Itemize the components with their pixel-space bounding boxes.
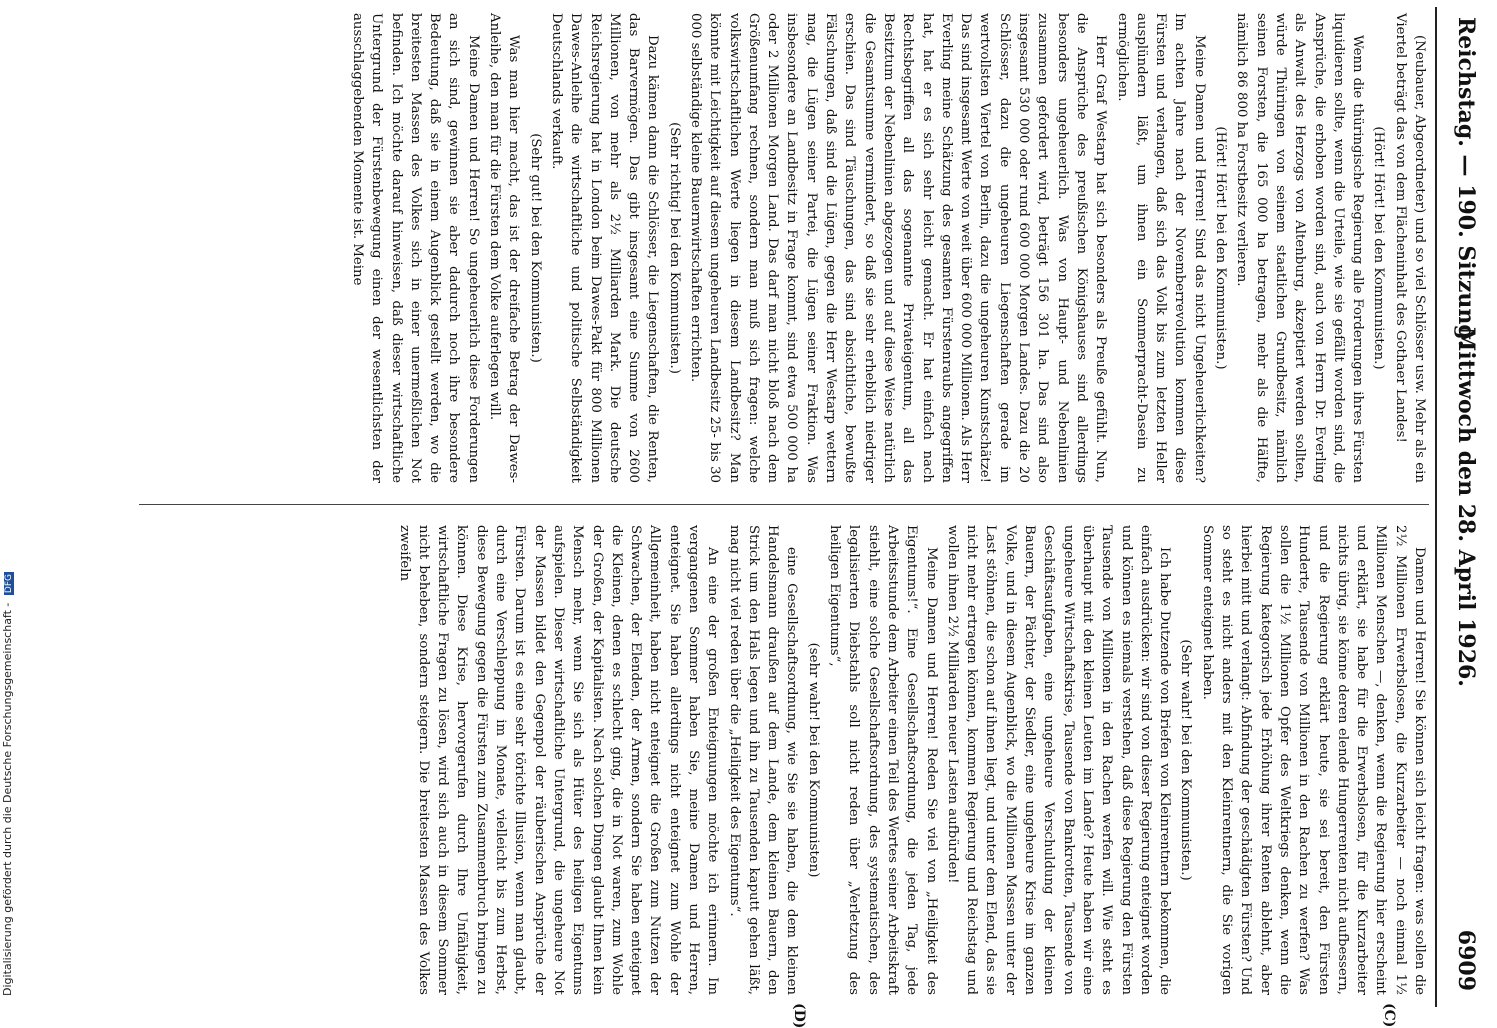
column-divider xyxy=(139,504,1429,505)
margin-mark-c: (C) xyxy=(1381,1003,1397,1028)
header-date: Mittwoch den 28. April 1926. xyxy=(1453,327,1479,687)
paragraph: (Neubauer, Abgeordneter) und so viel Schlösser usw. Mehr als ein Viertel beträgt das von dem Flächeninhalt des Gothaer Landes! xyxy=(1392,13,1427,483)
text-column-left xyxy=(129,13,1429,483)
paragraph: Dazu kämen dann die Schlösser, die Liegenschaften, die Renten, das Barvermögen. Das gibt insgesamt eine Summe von 2600 Millionen, von mehr als 2½ Milliarden Mark. Die deutsche Reichsregierung hat in London beim Dawes-Pakt für 800 Millionen Dawes-Anleihe die wirtschaftliche und politische Selbständigkeit Deutschlands verkauft. xyxy=(548,13,661,483)
paragraph: (Sehr wahr! bei den Kommunisten.) xyxy=(1178,639,1194,881)
paragraph: Meine Damen und Herren! Reden Sie viel von „Heiligkeit des Eigentums!“. Eine Gesellschaftsordnung, die jeden Tag, jede Arbeitsstunde dem Arbeiter einen Teil des Wertes seiner Arbeitskraft stiehlt, eine solche Gesellschaftsordnung, des systematischen, des legalisierten Diebstahls soll nicht reden über „Verletzung des heiligen Eigentums“, xyxy=(827,525,939,995)
page-header xyxy=(1437,7,1497,1007)
paragraph: eine Gesellschaftsordnung, wie Sie sie haben, die dem kleinen Handelsmann draußen auf dem Lande, dem kleinen Bauern, den Strick um den Hals legen und ihn zu Tausenden kaputt gehen läßt, mag nicht viel reden über die „Heiligkeit des Eigentums“. xyxy=(726,525,800,995)
digitization-note xyxy=(0,0,22,1000)
paragraph: Was man hier macht, das ist der dreifache Betrag der Dawes-Anleihe, den man für die Fürsten dem Volke auferlegen will. xyxy=(487,13,522,483)
paragraph: Ich habe Dutzende von Briefen von Kleinrentnern bekommen, die einfach ausdrücken: wir sind von dieser Regierung enteignet worden und können es niemals verstehen, daß diese Regierung den Fürsten Tausende von Millionen in den Rachen werfen will. Wie steht es überhaupt mit den kleinen Leuten im Lande? Heute haben wir eine ungeheure Wirtschaftskrise, Tausende von Bankrotten, Tausende von Geschäftsaufgaben, eine ungeheure Verschuldung der kleinen Bauern, der Pächter, der Siedler, eine ungeheure Krise im ganzen Volke, und in diesem Augenblick, wo die Millionen Massen unter der Last stöhnen, die schon auf ihnen liegt, und unter dem Elend, das sie nicht mehr ertragen können, kommen Regierung und Reichstag und wollen ihnen 2½ Milliarden neuer Lasten aufbürden! xyxy=(944,525,1173,995)
paragraph: (sehr wahr! bei den Kommunisten) xyxy=(805,642,821,878)
paragraph: (Hört! Hört! bei den Kommunisten.) xyxy=(1213,126,1229,370)
paragraph: Wenn die thüringische Regierung alle Forderungen ihres Fürsten liquidieren sollte, wenn die Urteile, wie sie gefällt worden sind, die Ansprüche, die erhoben worden sind, auch von Herrn Dr. Everling als Anwalt des Herzogs von Altenburg, akzeptiert werden sollten, würde Thüringen von seinem staatlichen Grundbesitz, nämlich seinen Forsten, die 165 000 ha betragen, mehr als die Hälfte, nämlich 86 800 ha Forstbesitz verlieren. xyxy=(1234,13,1366,483)
paragraph: Meine Damen und Herren! So ungeheuerlich diese Forderungen an sich sind, gewinnen sie aber dadurch noch ihre besondere Bedeutung, daß sie in einem Augenblick gestellt werden, wo die breitesten Massen des Volkes sich in einer unermeßlichen Not befinden. Ich möchte darauf hinweisen, daß dieser wirtschaftliche Untergrund der Fürstenbewegung einen der wesentlichsten der ausschlaggebenden Momente ist. Meine xyxy=(349,13,481,483)
paragraph: (Sehr richtig! bei den Kommunisten.) xyxy=(666,122,682,374)
paragraph: An eine der großen Enteignungen möchte ich erinnern. Im vergangenen Sommer haben Sie, meine Damen und Herren, enteignet. Sie haben allerdings nicht enteignet zum Wohle der Allgemeinheit, haben nicht enteignet die Großen zum Nutzen der Schwachen, der Elenden, der Armen, sondern Sie haben enteignet die Kleinen, denen es schlecht ging, die in Not waren, zum Wohle der Großen, der Kapitalisten. Nach solchen Dingen glaubt Ihnen kein Mensch mehr, wenn Sie sich als Hüter des heiligen Eigentums aufspielen. Dieser wirtschaftliche Untergrund, die ungeheure Not der Massen bildet den Gegenpol der räuberischen Ansprüche der Fürsten. Darum ist es eine sehr törichte Illusion, wenn man glaubt, durch eine Verschleppung im Monate, vielleicht bis zum Herbst, diese Bewegung gegen die Fürsten zum Zusammenbruch bringen zu können. Diese Krise, hervorgerufen durch Ihre Unfähigkeit, wirtschaftliche Fragen zu lösen, wird sich auch in diesem Sommer nicht beheben, sondern steigern. Die breitesten Massen des Volkes zweifeln xyxy=(396,525,721,995)
header-session: Reichstag. — 190. Sitzung. xyxy=(1453,17,1479,348)
paragraph: Damen und Herren! Sie können sich leicht fragen: was sollen die 2½ Millionen Erwerbslosen, die Kurzarbeiter — noch einmal 1½ Millionen Menschen —, denken, wenn die Regierung hier erscheint und erklärt, sie habe für die Erwerbslosen, für die Kurzarbeiter nichts übrig, sie könne deren elende Hungerrenten nicht aufbessern, und die Regierung erklärt heute, sie sei bereit, den Fürsten Hunderte, Tausende von Millionen in den Rachen zu werfen? Was sollen die 1½ Millionen Opfer des Weltkriegs denken, wenn die Regierung kategorisch jede Erhöhung ihrer Renten ablehnt, aber hierbei mitt und verlangt: Abfindung der geschädigten Fürsten? Und so steht es nicht anders mit den Kleinrentnern, die Sie vorigen Sommer enteignet haben. xyxy=(1199,525,1427,995)
page-number: 6909 xyxy=(1453,929,1479,991)
paragraph: (Sehr gut! bei den Kommunisten.) xyxy=(527,133,543,363)
margin-mark-d: (D) xyxy=(791,1003,807,1028)
digitization-note-text: Digitalisierung gefördert durch die Deutsche Forschungsgemeinschaft - xyxy=(1,602,14,996)
header-rule xyxy=(1435,7,1437,1007)
dfg-logo: DFG xyxy=(4,574,14,594)
paragraph: Herr Graf Westarp hat sich besonders als Preuße gefühlt. Nun, die Ansprüche des preußischen Königshauses sind allerdings besonders ungeheuerlich. Was von Haupt- und Nebenlinien zusammen gefordert wird, beträgt 156 301 ha. Das sind also insgesamt 530 000 oder rund 600 000 Morgen Landes. Dazu die 20 Schlösser, dazu die ungeheuren Liegenschaften gerade im wertvollsten Viertel von Berlin, dazu die ungeheuren Kunstschätze! Das sind insgesamt Werte von weit über 600 000 Millionen. Als Herr Everling meine Schätzung des gesamten Fürstenraubs angegriffen hat, hat er es sich sehr leicht gemacht. Er hat einfach nach Rechtsbegriffen all das sogenannte Privateigentum, all das Besitztum der Nebenlinien abgezogen und auf diese Weise natürlich die Gesamtsumme vermindert, so daß sie sehr erheblich niedriger erschien. Das sind Täuschungen, das sind absichtliche, bewußte Fälschungen, daß sind die Lügen, gegen die Herr Westarp wettern mag, die Lügen seiner Partei, die Lügen seiner Fraktion. Was insbesondere an Landbesitz in Frage kommt, sind etwa 500 000 ha oder 2 Millionen Morgen Land. Das darf man nicht bloß nach dem Größenumfang rechnen, sondern man muß sich fragen: welche volkswirtschaftlichen Werte liegen in diesem Landbesitz? Man könnte mit Leichtigkeit auf diesem ungeheuren Landbesitz 25- bis 30 000 selbständige kleine Bauernwirtschaften errichten. xyxy=(688,13,1109,483)
paragraph: (Hört! Hört! bei den Kommunisten.) xyxy=(1371,126,1387,370)
paragraph: Meine Damen und Herren! Sind das nicht Ungeheuerlichkeiten? Im achten Jahre nach der Novemberrevolution kommen diese Fürsten und verlangen, daß sich das Volk bis zum letzten Heller ausplündern läßt, um ihnen ein Sommerpracht-Dasein zu ermöglichen. xyxy=(1114,13,1207,483)
document-page xyxy=(117,7,1497,1028)
text-column-right xyxy=(129,525,1429,995)
